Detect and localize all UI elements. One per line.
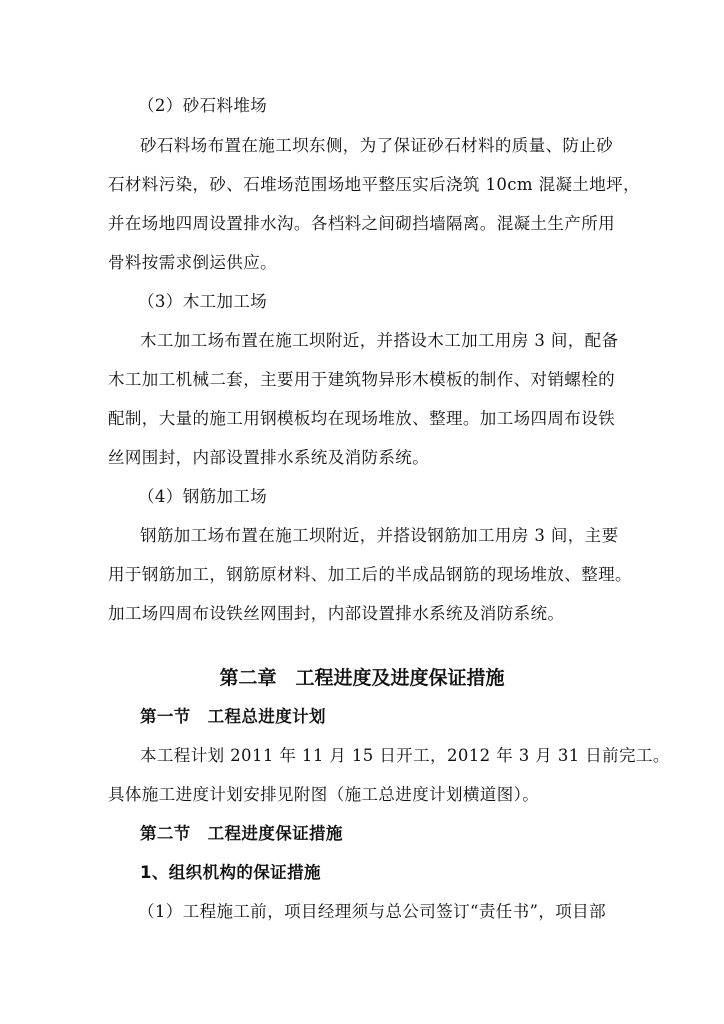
paragraph-line: 骨料按需求倒运供应。 <box>108 253 277 272</box>
paragraph-line: 具体施工进度计划安排见附图（施工总进度计划横道图）。 <box>108 785 540 804</box>
section-heading-schedule: 第一节 工程总进度计划 <box>140 707 326 726</box>
paragraph-line: 木工加工机械二套，主要用于建筑物异形木模板的制作、对销螺栓的 <box>108 370 615 389</box>
paragraph-line: （1）工程施工前，项目经理须与总公司签订“责任书”，项目部 <box>138 902 606 921</box>
section-title-carpentry-yard: （3）木工加工场 <box>138 292 268 311</box>
paragraph-line: 砂石料场布置在施工坝东侧，为了保证砂石材料的质量、防止砂 <box>140 136 614 155</box>
paragraph-line: 石材料污染，砂、石堆场范围场地平整压实后浇筑 10cm 混凝土地坪， <box>108 175 640 194</box>
paragraph-line: 加工场四周布设铁丝网围封，内部设置排水系统及消防系统。 <box>108 604 565 623</box>
paragraph-line: 用于钢筋加工，钢筋原材料、加工后的半成品钢筋的现场堆放、整理。 <box>108 565 632 584</box>
paragraph-line: 木工加工场布置在施工坝附近，并搭设木工加工用房 3 间，配备 <box>140 331 619 350</box>
section-title-sand-stone-yard: （2）砂石料堆场 <box>138 96 268 115</box>
paragraph-line: 本工程计划 2011 年 11 月 15 日开工，2012 年 3 月 31 日前完工。 <box>140 746 670 765</box>
item-heading-organization: 1、组织机构的保证措施 <box>140 863 321 882</box>
chapter-title: 第二章 工程进度及进度保证措施 <box>219 667 505 689</box>
section-heading-measures: 第二节 工程进度保证措施 <box>140 824 343 843</box>
section-title-rebar-yard: （4）钢筋加工场 <box>138 487 268 506</box>
paragraph-line: 丝网围封，内部设置排水系统及消防系统。 <box>108 448 430 467</box>
paragraph-line: 配制，大量的施工用钢模板均在现场堆放、整理。加工场四周布设铁 <box>108 409 615 428</box>
paragraph-line: 并在场地四周设置排水沟。各档料之间砌挡墙隔离。混凝土生产所用 <box>108 214 615 233</box>
paragraph-line: 钢筋加工场布置在施工坝附近，并搭设钢筋加工用房 3 间，主要 <box>140 526 619 545</box>
